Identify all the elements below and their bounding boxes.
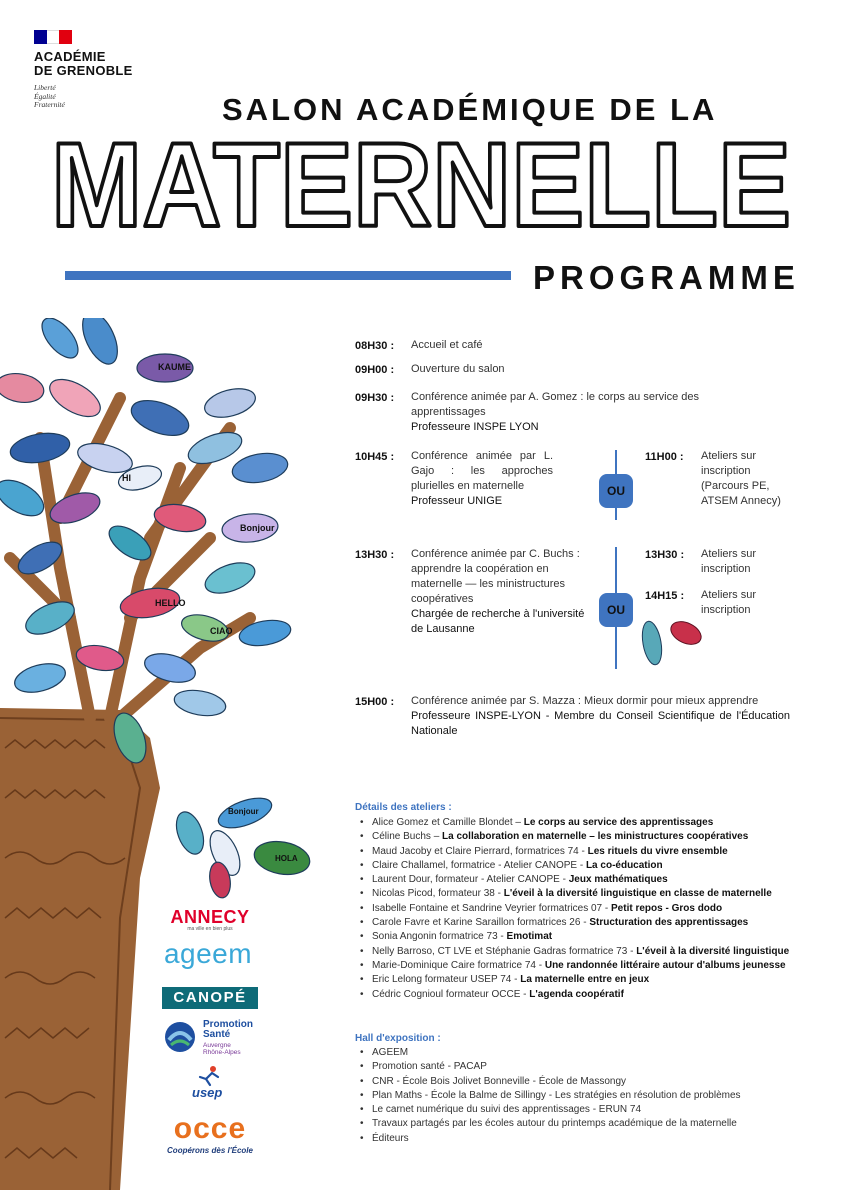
atelier-presenter: Laurent Dour, formateur - Atelier CANOPE - — [372, 874, 569, 886]
annecy-logo-text: ANNECY — [170, 907, 250, 927]
atelier-item — [372, 887, 789, 901]
academie-name — [34, 50, 133, 78]
item-ateliers-1415: Ateliers sur inscription — [701, 589, 757, 616]
time-0930: 09H30 : — [355, 392, 395, 404]
usep-logo-text: usep — [192, 1085, 223, 1100]
time-1045: 10H45 : — [355, 451, 395, 463]
leaf-word-hi: HI — [122, 473, 131, 483]
conference-buchs-speaker: Chargée de recherche à l'université de Lausanne — [411, 608, 585, 635]
atelier-title: La co-éducation — [585, 859, 663, 871]
canope-logo: CANOPÉ — [162, 987, 258, 1009]
atelier-title: Structuration des apprentissages — [589, 917, 749, 929]
atelier-item — [372, 930, 789, 944]
atelier-title: L'éveil à la diversité linguistique en classe de maternelle — [503, 888, 772, 900]
hall-item: • Le carnet numérique du suivi des apprentissages - ERUN 74 — [372, 1103, 741, 1117]
atelier-presenter: Claire Challamel, formatrice - Atelier CANOPE - — [372, 859, 586, 871]
atelier-title: Petit repos - Gros dodo — [611, 902, 723, 914]
title-maternelle — [46, 130, 796, 240]
hall-item: • AGEEM — [372, 1046, 741, 1060]
annecy-logo — [155, 907, 265, 932]
ageem-logo: ageem — [163, 938, 253, 969]
promotion-sante-logo — [163, 1018, 263, 1058]
atelier-presenter: Alice Gomez et Camille Blondet – — [372, 817, 524, 828]
atelier-title: L'éveil à la diversité linguistique — [636, 945, 790, 957]
atelier-item — [372, 973, 789, 987]
time-1100: 11H00 : — [645, 451, 684, 463]
atelier-item — [372, 988, 789, 1002]
ou-badge-1: OU — [599, 474, 633, 508]
item-ateliers-1100: Ateliers sur inscription (Parcours PE, ATSEM Annecy) — [701, 450, 781, 507]
time-1330-ateliers: 13H30 : — [645, 549, 685, 561]
hall-heading: Hall d'exposition : — [355, 1033, 441, 1044]
marianne-flag-logo — [34, 30, 72, 44]
item-accueil: Accueil et café — [411, 339, 483, 351]
atelier-item — [372, 816, 789, 830]
conference-gomez-title: Conférence animée par A. Gomez : le corps au service des apprentissages — [411, 391, 699, 418]
atelier-title: Jeux mathématiques — [568, 874, 668, 886]
atelier-presenter: Eric Lelong formateur USEP 74 - — [372, 974, 521, 986]
usep-figure-icon — [196, 1065, 222, 1087]
time-0830: 08H30 : — [355, 340, 395, 352]
small-leaves-decoration — [634, 615, 706, 669]
atelier-item — [372, 959, 789, 973]
hall-item: • Promotion santé - PACAP — [372, 1060, 741, 1074]
atelier-item — [372, 873, 789, 887]
time-0900: 09H00 : — [355, 364, 395, 376]
hall-item: • Travaux partagés par les écoles autour du printemps académique de la maternelle — [372, 1117, 741, 1131]
promotion-line-4: Rhône-Alpes — [203, 1049, 241, 1056]
atelier-title: Les rituels du vivre ensemble — [587, 845, 728, 857]
leaf-word-hello: HELLO — [155, 598, 186, 608]
atelier-item — [372, 916, 789, 930]
svg-text:MATERNELLE: MATERNELLE — [51, 130, 791, 240]
hall-item: • Plan Maths - École la Balme de Sillingy - Les stratégies en résolution de problèmes — [372, 1089, 741, 1103]
atelier-title: Emotimat — [506, 931, 553, 943]
item-conference-gajo — [411, 449, 553, 509]
time-1330: 13H30 : — [355, 549, 395, 561]
atelier-presenter: Isabelle Fontaine et Sandrine Veyrier formatrices 07 - — [372, 902, 612, 914]
conference-gajo-title: Conférence animée par L. Gajo : les approches plurielles en maternelle — [411, 450, 553, 492]
leaf-word-kaume: KAUME — [158, 362, 191, 372]
promotion-line-1: Promotion — [203, 1019, 253, 1030]
time-1415: 14H15 : — [645, 590, 685, 602]
atelier-presenter: Nicolas Picod, formateur 38 - — [372, 888, 504, 900]
ou-badge-2: OU — [599, 593, 633, 627]
motto-fraternite: Fraternité — [34, 100, 65, 109]
hall-item: • CNR - École Bois Jolivet Bonneville - École de Massongy — [372, 1075, 741, 1089]
atelier-presenter: Céline Buchs – — [372, 831, 443, 843]
conference-gomez-speaker: Professeure INSPE LYON — [411, 421, 539, 433]
item-conference-mazza — [411, 694, 790, 739]
atelier-title: La maternelle entre en jeux — [520, 974, 650, 986]
conference-gajo-speaker: Professeur UNIGE — [411, 495, 503, 507]
atelier-title: La collaboration en maternelle – les ministructures coopératives — [442, 831, 749, 843]
atelier-item — [372, 945, 789, 959]
hall-list — [356, 1046, 741, 1146]
motto-liberte: Liberté — [34, 83, 56, 92]
atelier-presenter: Carole Favre et Karine Saraillon formatrices 26 - — [372, 917, 590, 929]
republic-motto — [34, 84, 65, 110]
usep-logo — [188, 1065, 230, 1105]
occe-logo — [160, 1112, 260, 1155]
time-1500: 15H00 : — [355, 696, 395, 708]
ateliers-list — [356, 816, 789, 1002]
motto-egalite: Égalité — [34, 91, 56, 101]
tree-illustration — [0, 318, 320, 1190]
atelier-item — [372, 830, 789, 844]
title-underline-bar — [65, 271, 511, 280]
conference-mazza-title: Conférence animée par S. Mazza : Mieux dormir pour mieux apprendre — [411, 695, 759, 707]
atelier-presenter: Sonia Angonin formatrice 73 - — [372, 931, 507, 943]
atelier-presenter: Cédric Cognioul formateur OCCE - — [372, 988, 530, 1000]
atelier-presenter: Nelly Barroso, CT LVE et Stéphanie Gadras formatrice 73 - — [372, 945, 637, 957]
occe-logo-text: occe — [173, 1112, 247, 1145]
leaf-word-hola: HOLA — [275, 854, 298, 863]
atelier-presenter: Maud Jacoby et Claire Pierrard, formatrices 74 - — [372, 845, 588, 857]
leaf-word-bonjour-2: Bonjour — [228, 807, 259, 816]
conference-mazza-speaker: Professeure INSPE-LYON - Membre du Conseil Scientifique de l'Éducation Nationale — [411, 710, 790, 737]
item-conference-buchs — [411, 547, 596, 637]
hall-item: • Éditeurs — [372, 1132, 741, 1146]
ateliers-heading: Détails des ateliers : — [355, 802, 452, 813]
leaf-word-ciao: CIAO — [210, 626, 233, 636]
conference-buchs-title: Conférence animée par C. Buchs : apprendre la coopération en maternelle — les ministructures coopératives — [411, 548, 580, 605]
programme-heading: PROGRAMME — [533, 259, 800, 296]
atelier-item — [372, 902, 789, 916]
item-conference-gomez — [411, 390, 741, 435]
atelier-title: Une randonnée littéraire autour d'albums jeunesse — [544, 959, 786, 971]
leaf-word-bonjour: Bonjour — [240, 523, 275, 533]
atelier-presenter: Marie-Dominique Caire formatrice 74 - — [372, 959, 545, 971]
academie-line-1: ACADÉMIE — [34, 49, 106, 64]
occe-logo-tag: Coopérons dès l'École — [167, 1146, 253, 1155]
item-ateliers-1330: Ateliers sur inscription — [701, 548, 757, 575]
item-ouverture: Ouverture du salon — [411, 363, 505, 375]
title-line-1: SALON ACADÉMIQUE DE LA — [222, 92, 718, 127]
promotion-sante-swirl-icon — [163, 1020, 197, 1054]
promotion-line-2: Santé — [203, 1029, 231, 1040]
annecy-logo-tag: ma ville en bien plus — [187, 926, 233, 932]
atelier-title: L'agenda coopératif — [529, 988, 624, 1000]
atelier-item — [372, 845, 789, 859]
atelier-item — [372, 859, 789, 873]
atelier-title: Le corps au service des apprentissages — [523, 817, 714, 828]
promotion-line-3: Auvergne — [203, 1042, 231, 1049]
academie-line-2: DE GRENOBLE — [34, 63, 133, 78]
